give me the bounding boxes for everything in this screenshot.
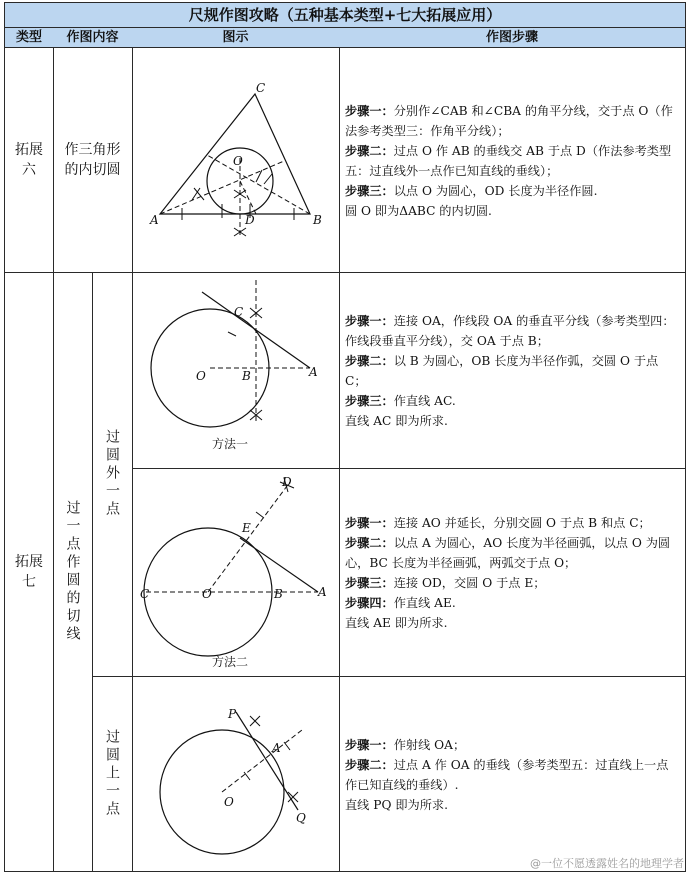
step-head: 步骤一： (345, 737, 394, 752)
label-c: C (140, 587, 150, 601)
step-head: 步骤二： (345, 354, 394, 368)
step-head: 步骤一： (345, 104, 394, 118)
sub-outside-label (92, 272, 133, 677)
row6-step (345, 141, 679, 181)
method2-step (345, 593, 679, 613)
step-text: 分别作∠CAB 和∠CBA 的角平分线，交于点 O（作法参考类型三：作角平分线）； (345, 104, 673, 138)
label-a: A (309, 365, 318, 379)
tangent-line-pq (236, 712, 298, 810)
segment-od (208, 482, 290, 592)
method1-step (345, 351, 679, 391)
method1-steps (339, 272, 686, 469)
row6-steps (339, 48, 686, 273)
step-text: 作直线 AC. (393, 394, 456, 408)
header-steps: 作图步骤 (339, 28, 686, 48)
label-o: O (233, 154, 243, 168)
label-d: D (282, 475, 292, 489)
label-b: B (313, 213, 322, 227)
label-a: A (272, 741, 281, 755)
method2-steps (339, 468, 686, 677)
sub-on-label (92, 676, 133, 872)
label-c: C (256, 81, 266, 95)
tangent-method2-figure (132, 468, 338, 676)
row6-content (53, 48, 133, 273)
sub-on-text: 过圆上一点 (104, 728, 120, 819)
caption-method2: 方法二 (212, 655, 249, 669)
label-o: O (202, 587, 212, 601)
ray-oa (222, 730, 302, 792)
tangent-method1-figure (132, 272, 338, 468)
oncircle-step (345, 735, 679, 755)
step-head: 步骤三： (345, 184, 394, 198)
header-type: 类型 (4, 28, 54, 48)
tangent-line-ae (240, 538, 318, 592)
row7-type (4, 272, 54, 872)
step-head: 步骤三： (345, 576, 394, 590)
row7-content (53, 272, 93, 872)
header-content: 作图内容 (53, 28, 133, 48)
step-text: 以点 A 为圆心，AO 长度为半径画弧，以点 O 为圆心，BC 长度为半径画弧，两弧交于点 O； (345, 536, 671, 570)
page-title: 尺规作图攻略（五种基本类型+七大拓展应用） (4, 2, 686, 28)
step-text: 过点 A 作 OA 的垂线（参考类型五：过直线上一点作已知直线的垂线）. (345, 757, 669, 792)
oncircle-step (345, 795, 679, 815)
watermark: @一位不愿透露姓名的地理学者 (530, 857, 684, 870)
label-b: B (242, 369, 251, 383)
step-head: 步骤一： (345, 516, 394, 530)
step-text: 作直线 AE. (393, 596, 456, 610)
label-c: C (234, 305, 244, 319)
step-text: 连接 OA，作线段 OA 的垂直平分线（参考类型四：作线段垂直平分线），交 OA 于点 B； (345, 314, 675, 348)
method1-step (345, 411, 679, 431)
row6-step (345, 181, 679, 201)
label-p: P (228, 707, 237, 721)
row6-type-label: 拓展六 (15, 142, 43, 178)
step-text: 以 B 为圆心，OB 长度为半径作弧，交圆 O 于点 C； (345, 354, 659, 388)
row7-type-label: 拓展七 (15, 553, 43, 590)
method2-step (345, 533, 679, 573)
method2-figure (132, 468, 340, 677)
sub-outside-text: 过圆外一点 (104, 429, 120, 519)
row6-content-label: 作三角形的内切圆 (64, 142, 121, 178)
tangent-oncircle-figure (132, 676, 338, 871)
step-head: 步骤二： (345, 536, 394, 550)
method1-step (345, 311, 679, 351)
oncircle-step (345, 755, 679, 795)
header-figure: 图示 (132, 28, 340, 48)
label-o: O (224, 795, 234, 809)
step-text: 直线 AE 即为所求. (345, 616, 448, 630)
step-text: 过点 O 作 AB 的垂线交 AB 于点 D（作法参考类型五：过直线外一点作已知直线的垂线）； (345, 144, 672, 178)
method1-step (345, 391, 679, 411)
label-o: O (196, 369, 206, 383)
step-text: 作射线 OA； (393, 737, 466, 752)
caption-method1: 方法一 (212, 437, 249, 451)
method2-step (345, 613, 679, 633)
step-text: 圆 O 即为ΔABC 的内切圆. (345, 204, 492, 218)
step-text: 以点 O 为圆心，OD 长度为半径作圆. (393, 184, 598, 198)
row6-figure (132, 48, 340, 273)
step-text: 连接 OD，交圆 O 于点 E； (393, 576, 546, 590)
label-q: Q (296, 811, 306, 825)
step-text: 直线 PQ 即为所求. (345, 797, 448, 812)
incircle-figure (132, 48, 338, 272)
method1-figure (132, 272, 340, 469)
step-text: 连接 AO 并延长，分别交圆 O 于点 B 和点 C； (393, 516, 651, 530)
label-d: D (245, 213, 255, 227)
label-b: B (274, 587, 283, 601)
step-head: 步骤一： (345, 314, 394, 328)
label-a: A (318, 585, 327, 599)
label-e: E (242, 521, 251, 535)
oncircle-figure (132, 676, 340, 872)
row6-step (345, 101, 679, 141)
step-text: 直线 AC 即为所求. (345, 414, 448, 428)
row7-content-label: 过一点作圆的切线 (64, 499, 81, 644)
step-head: 步骤三： (345, 394, 394, 408)
oncircle-steps (339, 676, 686, 872)
step-head: 步骤二： (345, 757, 394, 772)
row6-step (345, 201, 679, 221)
step-head: 步骤二： (345, 144, 394, 158)
row6-type (4, 48, 54, 273)
step-head: 步骤四： (345, 596, 394, 610)
label-a: A (150, 213, 159, 227)
method2-step (345, 573, 679, 593)
method2-step (345, 513, 679, 533)
